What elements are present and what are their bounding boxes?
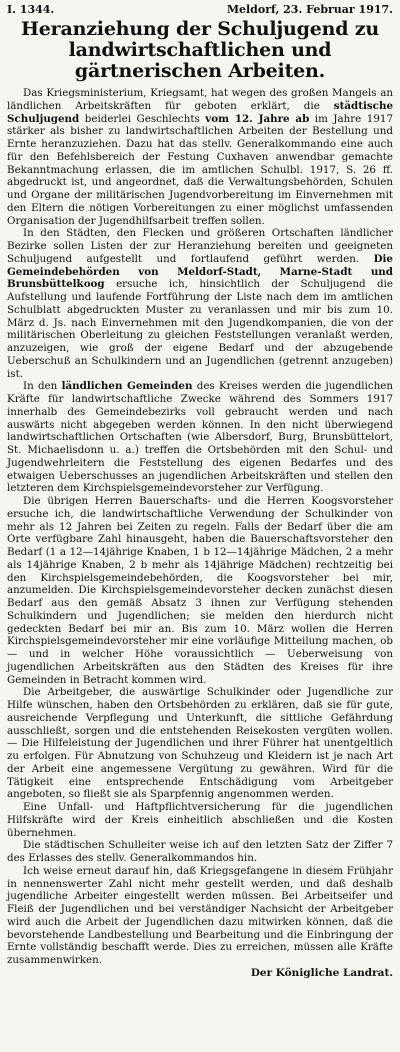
body-paragraph bbox=[7, 839, 393, 865]
body-paragraph bbox=[7, 227, 393, 380]
emphasized-text: ländlichen Gemeinden bbox=[61, 380, 193, 393]
paragraph-text: Das Kriegsministerium, Kriegsamt, hat wegen des großen Mangels an ländlichen Arbeitskräften für geboten erklärt, die bbox=[7, 87, 393, 112]
body-paragraph bbox=[7, 87, 393, 227]
notice-number: I. 1344. bbox=[7, 3, 55, 16]
body-paragraph bbox=[7, 686, 393, 801]
paragraph-text: beiderlei Geschlechts bbox=[79, 112, 206, 125]
paragraph-text: Eine Unfall- und Haftpflichtversicherung für die jugendlichen Hilfskräfte wird der Kreis einheitlich abschließen und die Kosten übernehmen. bbox=[7, 801, 393, 839]
paragraph-text: Ich weise erneut darauf hin, daß Kriegsgefangene in diesem Frühjahr in nennenswerter Zahl nicht mehr gestellt werden, und daß deshalb jugendliche Arbeiter eingestellt werden müssen. Bei Arbeitseifer und Fleiß der Jugendlichen und bei verständiger Nachsicht der Arbeitgeber wird auch die Arbeit der Jugendlichen dazu mitwirken können, daß die bevorstehende Landbestellung und Bearbeitung und die Einbringung der Ernte vollständig beschafft werde. Dies zu erreichen, müssen alle Kräfte zusammenwirken. bbox=[7, 864, 393, 966]
dateline: Meldorf, 23. Februar 1917. bbox=[226, 3, 393, 16]
notice-body bbox=[7, 87, 393, 967]
paragraph-text: im Jahre 1917 stärker als bisher zu landwirtschaftlichen Arbeiten der Bestellung und Ernte heranzuziehen. Dazu hat das stellv. Generalkommando eine auch für den Befehlsbereich der Festung Cuxhaven anwendbar gemachte Bekanntmachung erlassen, die im amtlichen Schulbl. 1917, S. 26 ff. abgedruckt ist, und angeordnet, daß die Verwaltungsbehörden, Schulen und Organe der militärischen Jugendvorbereitung im Einvernehmen mit den Eltern die nötigen Vorbereitungen zu einer möglichst umfassenden Organisation der Jugendhilfsarbeit treffen sollen. bbox=[7, 112, 393, 227]
paragraph-text: Die übrigen Herren Bauerschafts- und die Herren Koogsvorsteher ersuche ich, die landwirtschaftliche Verwendung der Schulkinder von mehr als 12 Jahren bei Zeiten zu regeln. Falls der Bedarf über die am Orte verfügbare Zahl hinausgeht, haben die Bauerschaftsvorsteher den Bedarf (1 a 12—14jährige Knaben, 1 b 12—14jährige Mädchen, 2 a mehr als 14jährige Knaben, 2 b mehr als 14jährige Mädchen) rechtzeitig bei den Kirchspielsgemeindebehörden, die Koogsvorsteher bei mir, anzumelden. Die Kirchspielsgemeindevorsteher decken zunächst diesen Bedarf aus den gemäß Absatz 3 ihnen zur Verfügung stehenden Schulkindern und Jugendlichen; sie melden den hierdurch nicht gedeckten Bedarf bei mir an. Bis zum 10. März wollen die Herren Kirchspielsgemeindevorsteher mir eine vorläufige Mitteilung machen, ob — und in welcher Höhe voraussichtlich — Ueberweisung von jugendlichen Arbeitskräften aus den Städten des Kreises für ihre Gemeinden in Betracht kommen wird. bbox=[7, 495, 393, 686]
paragraph-text: ersuche ich, hinsichtlich der Schuljugend die Aufstellung und laufende Fortführung der Liste nach dem im amtlichen Schulblatt abgedruckten Muster zu veranlassen und mir bis zum 10. März d. Js. nach Einvernehmen mit den Jugendkompanien, die von der militärischen Oberleitung zu gleichen Feststellungen veranlaßt werden, anzuzeigen, wie groß der eigene Bedarf und der abzugebende Ueberschuß an Schulkindern und an Jugendlichen (getrennt anzugeben) ist. bbox=[7, 278, 393, 380]
emphasized-text: vom 12. Jahre ab bbox=[205, 112, 310, 125]
body-paragraph bbox=[7, 801, 393, 839]
body-paragraph bbox=[7, 380, 393, 495]
body-paragraph bbox=[7, 865, 393, 967]
emphasized-text: Die Gemeindebehörden von Meldorf-Stadt, Marne-Stadt und Brunsbüttelkoog bbox=[7, 252, 393, 291]
paragraph-text: Die städtischen Schulleiter weise ich auf den letzten Satz der Ziffer 7 des Erlasses des stellv. Generalkommandos hin. bbox=[7, 839, 393, 864]
paragraph-text: In den Städten, den Flecken und größeren Ortschaften ländlicher Bezirke sollen Listen der zur Heranziehung bereiten und geeigneten Schuljugend aufgestellt und fortlaufend geführt werden. bbox=[7, 227, 393, 265]
signature: Der Königliche Landrat. bbox=[250, 966, 393, 979]
notice-title: Heranziehung der Schuljugend zu landwirtschaftlichen und gärtnerischen Arbeiten. bbox=[21, 18, 379, 82]
paragraph-text: des Kreises werden die jugendlichen Kräfte für landwirtschaftliche Zwecke während des Sommers 1917 innerhalb des Gemeindebezirks voll gebraucht werden und nach auswärts nicht abgegeben werden können. In den nicht überwiegend landwirtschaftlichen Ortschaften (wie Albersdorf, Burg, Brunsbüttelort, St. Michaelisdonn u. a.) treffen die Ortsbehörden mit den Schul- und Jugendwehrleitern die Feststellung des eigenen Bedarfes und des etwaigen Ueberschusses an jugendlichen Arbeitskräften und stellen den letzteren dem Kirchspielsgemeindevorsteher zur Verfügung. bbox=[7, 380, 394, 495]
paragraph-text: Die Arbeitgeber, die auswärtige Schulkinder oder Jugendliche zur Hilfe wünschen, haben den Ortsbehörden zu erklären, daß sie für gute, ausreichende Verpflegung und Unterkunft, die sittliche Gefährdung ausschließt, sorgen und die entstehenden Reisekosten vergüten wollen. — Die Hilfeleistung der Jugendlichen und ihrer Führer hat unentgeltlich zu erfolgen. Für Abnutzung von Schuhzeug und Kleidern ist je nach Art der Arbeit eine angemessene Vergütung zu gewähren. Wird für die Tätigkeit eine entsprechende Entschädigung vom Arbeitgeber angeboten, so fließt sie als Sparpfennig angenommen werden. bbox=[7, 686, 393, 801]
paragraph-text: In den bbox=[23, 380, 62, 393]
body-paragraph bbox=[7, 495, 393, 686]
notice-header bbox=[7, 3, 393, 17]
emphasized-text: städtische Schuljugend bbox=[7, 99, 393, 125]
